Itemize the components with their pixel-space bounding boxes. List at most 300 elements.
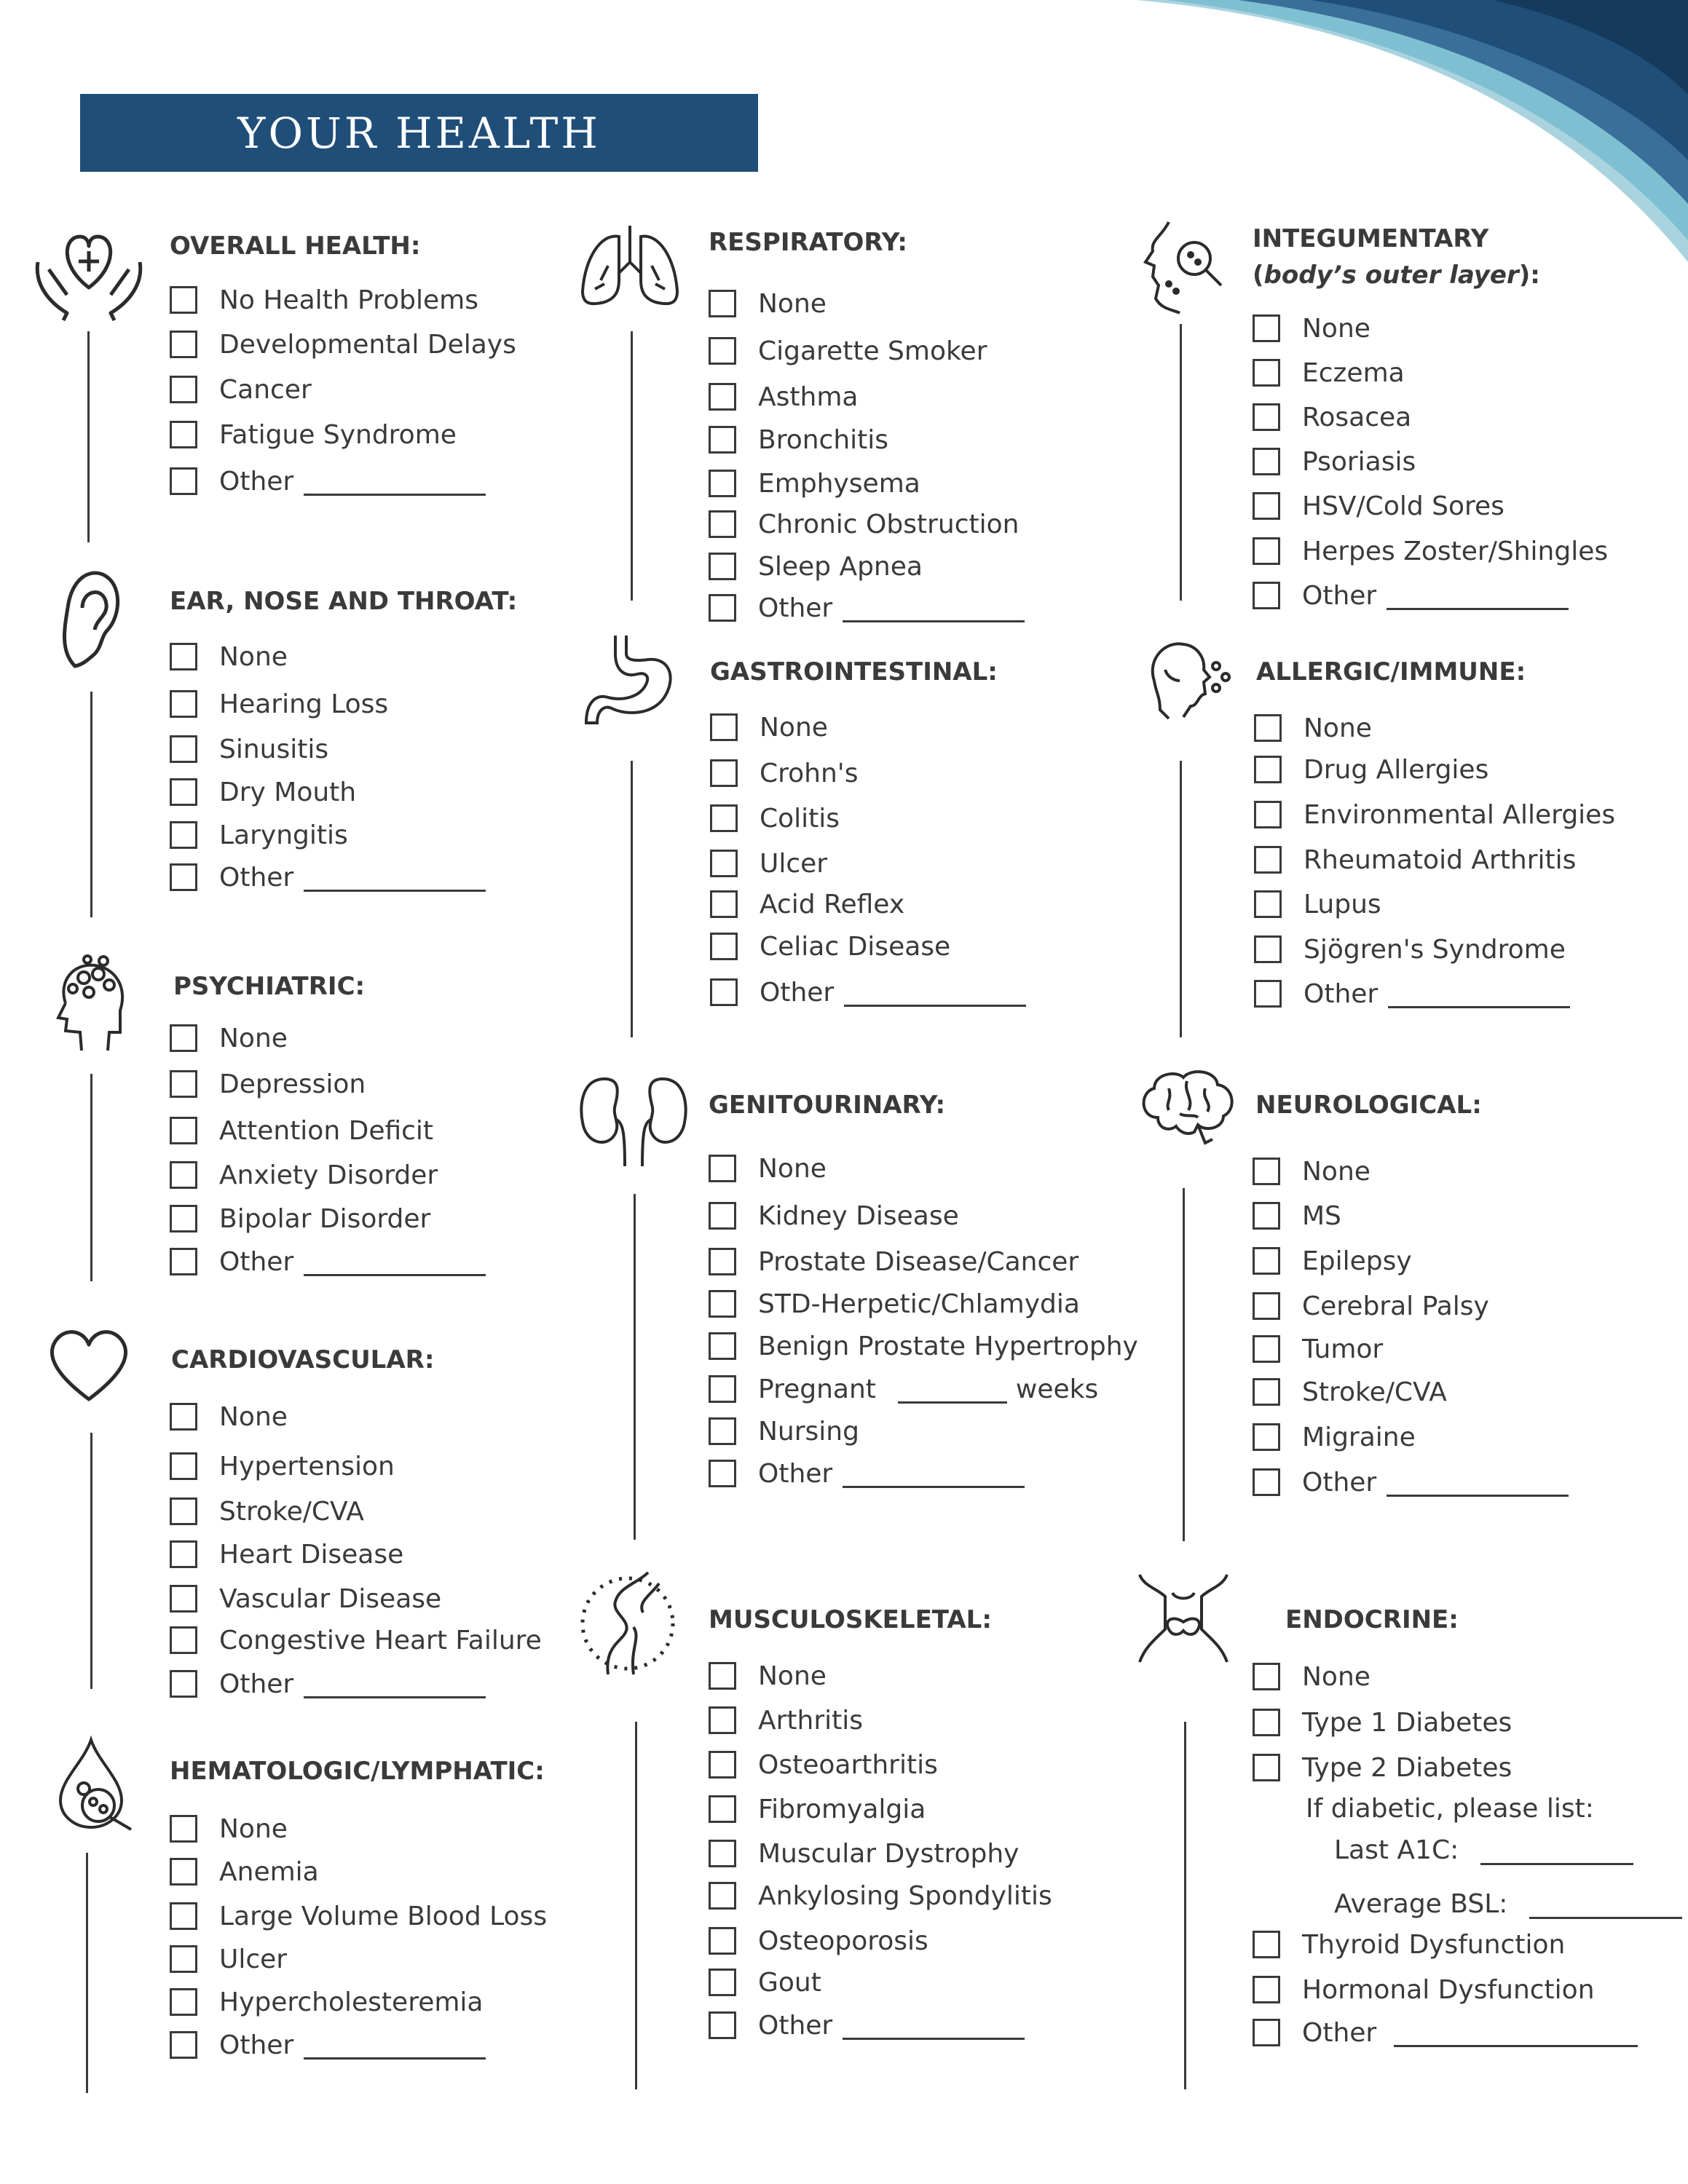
checkbox-label: Other [758, 593, 833, 623]
checkbox-item-cerebral-palsy[interactable] [1253, 1291, 1489, 1321]
checkbox-item-other[interactable] [1254, 978, 1570, 1009]
lungs-icon [579, 222, 681, 309]
checkbox-item-sjogrens-syndrome[interactable] [1254, 934, 1566, 965]
checkbox-item-stroke-cva[interactable] [170, 1496, 364, 1527]
sneezing-head-icon [1140, 637, 1234, 724]
checkbox-label: None [219, 1813, 288, 1844]
checkbox-item-hearing-loss[interactable] [170, 689, 388, 719]
checkbox[interactable] [710, 933, 738, 960]
checkbox-item-gout[interactable] [709, 1967, 821, 1998]
checkbox-label: Gout [758, 1967, 821, 1998]
section-respiratory [709, 228, 1116, 636]
checkbox-item-sleep-apnea[interactable] [709, 551, 923, 582]
checkbox-item-congestive-heart-failure[interactable] [170, 1625, 542, 1655]
checkbox-item-none[interactable] [1254, 713, 1372, 743]
checkbox-item-muscular-dystrophy[interactable] [709, 1838, 1019, 1869]
checkbox[interactable] [1253, 403, 1280, 431]
checkbox[interactable] [710, 850, 738, 877]
checkbox[interactable] [709, 1882, 736, 1910]
section-title: RESPIRATORY: [709, 228, 907, 257]
checkbox[interactable] [709, 1927, 736, 1955]
checkbox[interactable] [170, 2031, 197, 2059]
checkbox-item-prostate-disease[interactable] [709, 1246, 1078, 1277]
checkbox-item-ankylosing-spondylitis[interactable] [709, 1880, 1052, 1911]
checkbox[interactable] [1254, 935, 1282, 963]
checkbox-label: Fibromyalgia [758, 1794, 926, 1824]
checkbox-item-thyroid-dysfunction[interactable] [1253, 1929, 1565, 1960]
checkbox-item-other[interactable] [1253, 2017, 1638, 2048]
checkbox-item-cancer[interactable] [170, 374, 312, 405]
checkbox-item-fatigue-syndrome[interactable] [170, 419, 457, 450]
checkbox-label: Stroke/CVA [219, 1496, 364, 1527]
checkbox-item-stroke-cva[interactable] [1253, 1377, 1447, 1407]
checkbox-label: None [219, 1023, 288, 1053]
subtitle-close: ): [1518, 261, 1540, 290]
checkbox-label: Bronchitis [758, 424, 889, 455]
checkbox[interactable] [170, 1626, 197, 1654]
checkbox-label: Large Volume Blood Loss [219, 1901, 548, 1931]
checkbox-item-crohns[interactable] [710, 758, 858, 788]
blood-drop-icon [55, 1736, 142, 1831]
checkbox-label: Drug Allergies [1304, 754, 1489, 785]
checkbox[interactable] [709, 383, 736, 411]
checkbox-item-dry-mouth[interactable] [170, 777, 356, 807]
ear-icon [57, 564, 122, 673]
checkbox[interactable] [1253, 1335, 1280, 1363]
checkbox-label: Other [219, 862, 294, 893]
checkbox[interactable] [170, 1024, 197, 1052]
checkbox-item-kidney-disease[interactable] [709, 1200, 959, 1231]
checkbox[interactable] [709, 1706, 736, 1734]
checkbox-item-ulcer[interactable] [170, 1944, 287, 1974]
checkbox[interactable] [1253, 537, 1280, 565]
checkbox-item-hsv-cold-sores[interactable] [1253, 491, 1504, 521]
checkbox-item-epilepsy[interactable] [1253, 1246, 1412, 1276]
checkbox[interactable] [170, 1497, 197, 1525]
checkbox[interactable] [1253, 1158, 1280, 1185]
checkbox[interactable] [1253, 1931, 1280, 1958]
checkbox-label: Other [219, 1246, 294, 1277]
checkbox[interactable] [1253, 359, 1280, 387]
checkbox-item-acid-reflex[interactable] [710, 889, 904, 919]
checkbox-item-none[interactable] [1253, 313, 1370, 344]
checkbox-item-emphysema[interactable] [709, 468, 920, 499]
checkbox-label: Cigarette Smoker [758, 336, 987, 366]
checkbox-item-none[interactable] [709, 1661, 827, 1691]
checkbox-item-other[interactable] [709, 2010, 1025, 2041]
checkbox-item-type-2-diabetes[interactable] [1253, 1752, 1512, 1783]
checkbox[interactable] [1253, 314, 1280, 342]
head-swirls-icon [51, 952, 131, 1054]
checkbox[interactable] [709, 1248, 736, 1275]
checkbox-item-psoriasis[interactable] [1253, 446, 1416, 477]
other-write-in-line[interactable] [1388, 980, 1570, 1008]
checkbox-label: STD-Herpetic/Chlamydia [758, 1289, 1080, 1319]
kidneys-icon [575, 1072, 692, 1170]
checkbox-label: None [760, 712, 828, 743]
checkbox-label: Lupus [1304, 889, 1381, 919]
checkbox-item-other[interactable] [1253, 580, 1569, 611]
other-write-in-line[interactable] [844, 978, 1026, 1007]
checkbox[interactable] [170, 1070, 197, 1098]
section-psychiatric [170, 972, 548, 1278]
checkbox[interactable] [1253, 1663, 1280, 1690]
checkbox-item-colitis[interactable] [710, 803, 840, 834]
checkbox[interactable] [1253, 1423, 1280, 1451]
checkbox-item-depression[interactable] [170, 1069, 366, 1099]
other-write-in-line[interactable] [304, 2031, 486, 2060]
checkbox-label: Other [1302, 2017, 1377, 2048]
section-title: CARDIOVASCULAR: [171, 1345, 435, 1374]
checkbox[interactable] [709, 1332, 736, 1360]
checkbox[interactable] [1254, 890, 1282, 918]
checkbox-item-other[interactable] [170, 2030, 486, 2060]
checkbox-item-other[interactable] [709, 1458, 1025, 1489]
divider-line [634, 1194, 636, 1540]
checkbox-item-other[interactable] [709, 593, 1025, 623]
checkbox-item-bipolar-disorder[interactable] [170, 1203, 430, 1234]
checkbox-item-chronic-obstruction[interactable] [709, 509, 1019, 539]
checkbox[interactable] [170, 331, 197, 358]
other-write-in-line[interactable] [304, 1670, 486, 1698]
stomach-icon [583, 632, 677, 730]
thyroid-neck-icon [1136, 1571, 1231, 1666]
checkbox[interactable] [170, 467, 197, 495]
checkbox[interactable] [1253, 1378, 1280, 1406]
checkbox-item-benign-prostate-hypertrophy[interactable] [709, 1331, 1138, 1361]
checkbox-item-none[interactable] [170, 1813, 288, 1844]
checkbox[interactable] [170, 1988, 197, 2016]
checkbox-label: Other [758, 1458, 833, 1489]
checkbox[interactable] [709, 2011, 736, 2039]
checkbox-item-none[interactable] [170, 1023, 288, 1053]
checkbox[interactable] [1254, 756, 1282, 783]
checkbox-item-laryngitis[interactable] [170, 820, 348, 850]
other-write-in-line[interactable] [304, 863, 486, 892]
checkbox-label: Colitis [760, 803, 840, 834]
checkbox[interactable] [1253, 1709, 1280, 1736]
checkbox[interactable] [1253, 2019, 1280, 2046]
checkbox[interactable] [170, 735, 197, 763]
checkbox-item-fibromyalgia[interactable] [709, 1794, 926, 1824]
checkbox-item-osteoarthritis[interactable] [709, 1749, 938, 1780]
section-gastrointestinal [710, 657, 1118, 1021]
section-subtitle [1253, 261, 1540, 290]
checkbox[interactable] [709, 426, 736, 454]
section-title: NEUROLOGICAL: [1255, 1091, 1482, 1120]
checkbox-item-arthritis[interactable] [709, 1705, 863, 1736]
checkbox[interactable] [1253, 1468, 1280, 1496]
average-bsl-field [1334, 1889, 1682, 1919]
other-write-in-line[interactable] [304, 467, 486, 496]
checkbox-label: None [219, 641, 288, 672]
checkbox-item-large-volume-blood-loss[interactable] [170, 1901, 547, 1931]
checkbox-label: Osteoporosis [758, 1926, 928, 1956]
checkbox-label: Arthritis [758, 1705, 864, 1736]
checkbox-item-bronchitis[interactable] [709, 424, 888, 455]
section-hematologic-lymphatic [170, 1757, 563, 2077]
checkbox[interactable] [170, 863, 197, 891]
divider-line [87, 331, 90, 542]
checkbox[interactable] [170, 1815, 197, 1843]
checkbox-item-drug-allergies[interactable] [1254, 754, 1488, 785]
checkbox[interactable] [170, 1902, 197, 1930]
diabetic-prompt: If diabetic, please list: [1306, 1794, 1594, 1824]
checkbox[interactable] [709, 1290, 736, 1318]
checkbox[interactable] [1254, 846, 1282, 874]
checkbox[interactable] [1254, 714, 1282, 742]
checkbox-label: Developmental Delays [219, 329, 516, 360]
checkbox-label: MS [1302, 1200, 1341, 1231]
checkbox-item-other[interactable] [170, 1669, 486, 1699]
checkbox-item-ulcer[interactable] [710, 848, 827, 879]
checkbox-label: Nursing [758, 1416, 859, 1447]
checkbox-label: Laryngitis [219, 820, 348, 850]
checkbox-item-migraine[interactable] [1253, 1422, 1416, 1452]
section-neurological [1253, 1091, 1660, 1513]
section-title: GENITOURINARY: [709, 1091, 946, 1120]
checkbox-label: Anemia [219, 1856, 319, 1887]
checkbox[interactable] [170, 778, 197, 806]
checkbox[interactable] [1253, 1292, 1280, 1320]
checkbox[interactable] [709, 1375, 736, 1403]
checkbox-label: Rheumatoid Arthritis [1304, 844, 1577, 875]
section-title: EAR, NOSE AND THROAT: [170, 587, 518, 616]
checkbox-label: HSV/Cold Sores [1302, 491, 1504, 521]
checkbox-item-none[interactable] [1253, 1661, 1370, 1692]
checkbox-item-none[interactable] [1253, 1156, 1370, 1187]
checkbox-label: None [219, 1401, 288, 1432]
checkbox[interactable] [710, 759, 738, 787]
checkbox-label: Other [219, 2030, 294, 2060]
checkbox-label: Osteoarthritis [758, 1749, 938, 1780]
checkbox[interactable] [709, 337, 736, 365]
checkbox-label: Prostate Disease/Cancer [758, 1246, 1079, 1277]
checkbox-item-rheumatoid-arthritis[interactable] [1254, 844, 1576, 875]
checkbox-label: Benign Prostate Hypertrophy [758, 1331, 1138, 1361]
checkbox[interactable] [170, 421, 197, 448]
checkbox-label: None [758, 1153, 827, 1184]
checkbox[interactable] [1253, 582, 1280, 609]
checkbox-label: Depression [219, 1069, 366, 1099]
divider-line [90, 692, 92, 917]
checkbox[interactable] [170, 1945, 197, 1973]
checkbox-item-none[interactable] [709, 288, 827, 319]
checkbox-item-attention-deficit[interactable] [170, 1115, 433, 1146]
brain-icon [1136, 1067, 1238, 1147]
checkbox-label: Stroke/CVA [1302, 1377, 1447, 1407]
joint-icon [579, 1569, 677, 1678]
checkbox-item-ms[interactable] [1253, 1200, 1341, 1231]
checkbox[interactable] [709, 1202, 736, 1230]
checkbox-label: Other [1302, 1467, 1377, 1497]
checkbox-item-none[interactable] [710, 712, 828, 743]
checkbox[interactable] [170, 1403, 197, 1431]
checkbox-label: Other [760, 977, 835, 1008]
checkbox[interactable] [709, 1795, 736, 1823]
checkbox[interactable] [710, 890, 738, 918]
other-write-in-line[interactable] [1387, 1468, 1569, 1497]
checkbox-label: Asthma [758, 381, 859, 412]
checkbox-item-tumor[interactable] [1253, 1334, 1383, 1364]
page-title: YOUR HEALTH [237, 108, 601, 158]
checkbox-label: None [1302, 313, 1370, 344]
divider-line [635, 1722, 637, 2089]
checkbox-item-asthma[interactable] [709, 381, 858, 412]
checkbox[interactable] [170, 1540, 197, 1568]
checkbox[interactable] [709, 1460, 736, 1487]
checkbox-item-heart-disease[interactable] [170, 1539, 403, 1570]
checkbox-label: Tumor [1302, 1334, 1384, 1364]
checkbox-item-other[interactable] [170, 1246, 486, 1277]
checkbox-item-other[interactable] [170, 862, 486, 893]
checkbox-label: Other [1302, 580, 1377, 611]
checkbox[interactable] [170, 1248, 197, 1275]
checkbox-item-lupus[interactable] [1254, 889, 1381, 919]
section-ear-nose-throat [170, 587, 548, 907]
page-title-banner [80, 94, 758, 172]
checkbox[interactable] [170, 1585, 197, 1613]
checkbox[interactable] [709, 510, 736, 538]
checkbox-item-type-1-diabetes[interactable] [1253, 1707, 1512, 1738]
checkbox[interactable] [710, 804, 738, 832]
checkbox-item-pregnant[interactable] [709, 1374, 1098, 1404]
section-musculoskeletal [709, 1605, 1131, 2057]
checkbox-label: Type 2 Diabetes [1302, 1752, 1513, 1783]
checkbox[interactable] [710, 713, 738, 741]
checkbox[interactable] [170, 690, 197, 718]
checkbox-label: Emphysema [758, 468, 920, 499]
checkbox-item-other[interactable] [1253, 1467, 1569, 1497]
checkbox-item-none[interactable] [709, 1153, 827, 1184]
weeks-write-in-line[interactable] [898, 1375, 1007, 1404]
checkbox[interactable] [709, 1155, 736, 1182]
checkbox-label: Thyroid Dysfunction [1302, 1929, 1566, 1960]
checkbox-item-hypertension[interactable] [170, 1451, 395, 1481]
divider-line [631, 761, 633, 1037]
checkbox[interactable] [170, 1205, 197, 1233]
other-write-in-line[interactable] [1394, 2019, 1638, 2047]
checkbox[interactable] [709, 1840, 736, 1867]
checkbox-item-none[interactable] [170, 641, 288, 672]
checkbox[interactable] [1253, 1754, 1280, 1781]
checkbox[interactable] [1253, 1247, 1280, 1275]
checkbox-item-celiac-disease[interactable] [710, 931, 950, 962]
divider-line [86, 1853, 88, 2093]
checkbox[interactable] [710, 978, 738, 1006]
section-overall-health [170, 232, 548, 508]
checkbox[interactable] [170, 821, 197, 849]
checkbox[interactable] [709, 594, 736, 622]
checkbox-item-anxiety-disorder[interactable] [170, 1160, 438, 1190]
checkbox[interactable] [709, 553, 736, 580]
checkbox-label: Hypercholesteremia [219, 1987, 484, 2017]
checkbox-item-hormonal-dysfunction[interactable] [1253, 1974, 1595, 2005]
checkbox-item-anemia[interactable] [170, 1856, 319, 1887]
checkbox-label: No Health Problems [219, 285, 478, 315]
checkbox[interactable] [170, 1117, 197, 1144]
section-title: ENDOCRINE: [1285, 1605, 1459, 1634]
checkbox-item-environmental-allergies[interactable] [1254, 799, 1615, 830]
checkbox-item-cigarette-smoker[interactable] [709, 336, 987, 366]
checkbox-label: Other [219, 466, 294, 496]
checkbox[interactable] [1253, 1202, 1280, 1230]
checkbox[interactable] [1254, 801, 1282, 828]
divider-line [1180, 761, 1182, 1037]
checkbox[interactable] [709, 1751, 736, 1779]
checkbox-item-rosacea[interactable] [1253, 402, 1411, 432]
checkbox-item-other[interactable] [170, 466, 486, 496]
other-write-in-line[interactable] [843, 1460, 1025, 1488]
checkbox-label: None [1304, 713, 1372, 743]
checkbox-label: Environmental Allergies [1304, 799, 1616, 830]
checkbox-item-osteoporosis[interactable] [709, 1926, 928, 1956]
checkbox-item-other[interactable] [710, 977, 1026, 1008]
other-write-in-line[interactable] [843, 594, 1025, 622]
average-bsl-input-line[interactable] [1529, 1891, 1682, 1919]
checkbox-label: Pregnant [758, 1374, 876, 1404]
checkbox[interactable] [1253, 448, 1280, 475]
checkbox-item-hypercholesteremia[interactable] [170, 1987, 483, 2017]
checkbox-label: Congestive Heart Failure [219, 1625, 542, 1655]
checkbox-item-developmental-delays[interactable] [170, 329, 516, 360]
other-write-in-line[interactable] [843, 2011, 1025, 2040]
checkbox-item-none[interactable] [170, 1401, 288, 1432]
checkbox[interactable] [709, 290, 736, 317]
checkbox[interactable] [1253, 492, 1280, 520]
checkbox-label: Attention Deficit [219, 1115, 434, 1146]
checkbox-label: None [758, 288, 827, 319]
checkbox[interactable] [170, 1858, 197, 1886]
checkbox-item-no-health-problems[interactable] [170, 285, 478, 315]
checkbox[interactable] [709, 470, 736, 497]
checkbox-item-sinusitis[interactable] [170, 734, 328, 764]
other-write-in-line[interactable] [304, 1248, 486, 1276]
checkbox[interactable] [1254, 980, 1282, 1008]
checkbox[interactable] [709, 1969, 736, 1996]
other-write-in-line[interactable] [1387, 582, 1569, 610]
checkbox-item-nursing[interactable] [709, 1416, 859, 1447]
checkbox[interactable] [170, 643, 197, 670]
checkbox-label: Migraine [1302, 1422, 1416, 1452]
checkbox-item-eczema[interactable] [1253, 357, 1405, 388]
checkbox[interactable] [709, 1662, 736, 1690]
checkbox[interactable] [709, 1417, 736, 1445]
section-title: INTEGUMENTARY [1253, 224, 1489, 253]
section-title: PSYCHIATRIC: [173, 972, 366, 1001]
checkbox-item-std[interactable] [709, 1289, 1080, 1319]
subtitle-italic: body’s outer layer [1263, 261, 1519, 290]
checkbox-label: Hearing Loss [219, 689, 389, 719]
divider-line [90, 1074, 92, 1281]
checkbox-label: Anxiety Disorder [219, 1160, 438, 1190]
checkbox-item-herpes-zoster[interactable] [1253, 536, 1608, 566]
section-title: MUSCULOSKELETAL: [709, 1605, 992, 1634]
checkbox[interactable] [1253, 1976, 1280, 2003]
checkbox-label: None [1302, 1156, 1370, 1187]
checkbox[interactable] [170, 1452, 197, 1480]
checkbox[interactable] [170, 1161, 197, 1189]
divider-line [90, 1433, 92, 1689]
checkbox-label: Sinusitis [219, 734, 329, 764]
checkbox[interactable] [170, 1670, 197, 1698]
checkbox-item-vascular-disease[interactable] [170, 1583, 441, 1614]
checkbox-label: Ulcer [760, 848, 828, 879]
checkbox[interactable] [170, 286, 197, 314]
last-a1c-input-line[interactable] [1480, 1837, 1633, 1865]
checkbox[interactable] [170, 376, 197, 403]
checkbox-label: Sjögren's Syndrome [1304, 934, 1566, 965]
